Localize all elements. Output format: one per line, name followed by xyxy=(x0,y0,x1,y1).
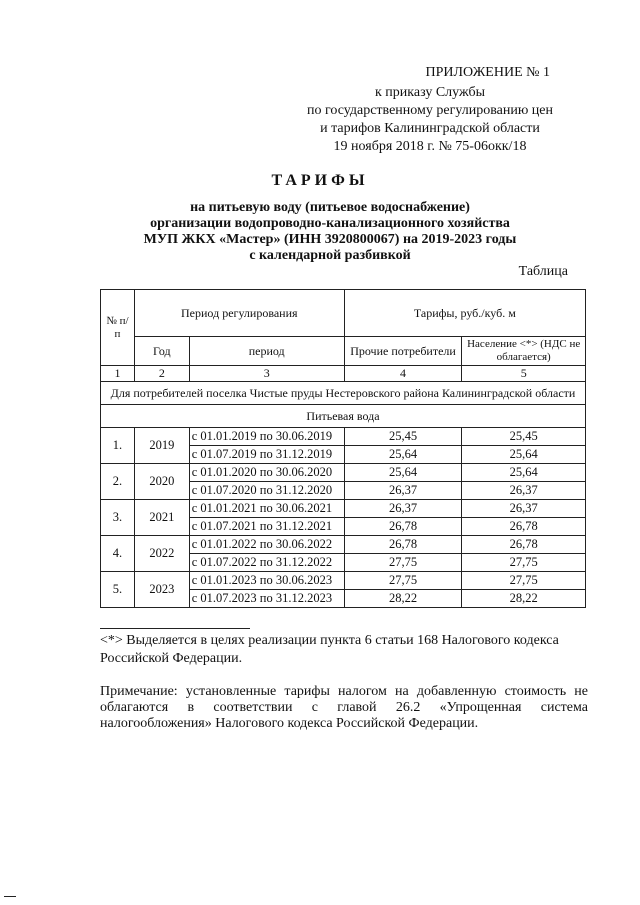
appendix-line: 19 ноября 2018 г. № 75-06окк/18 xyxy=(333,139,527,154)
col-other-header: Прочие потребители xyxy=(344,337,462,366)
column-number: 5 xyxy=(462,366,586,382)
col-period-header: период xyxy=(189,337,344,366)
document-title: ТАРИФЫ xyxy=(271,172,369,189)
tariff-population: 26,37 xyxy=(462,500,586,518)
row-number: 2. xyxy=(101,464,135,500)
appendix-reference xyxy=(300,84,560,156)
row-year: 2019 xyxy=(134,428,189,464)
appendix-line: по государственному регулированию цен xyxy=(307,103,553,118)
subtitle-line: организации водопроводно-канализационного хозяйства xyxy=(150,216,510,231)
table-row xyxy=(101,572,586,590)
tariff-other: 26,37 xyxy=(344,500,462,518)
table-row xyxy=(101,500,586,518)
tariff-population: 26,37 xyxy=(462,482,586,500)
document-subtitle xyxy=(120,200,540,264)
table-row xyxy=(101,536,586,554)
row-number: 3. xyxy=(101,500,135,536)
tariff-population: 26,78 xyxy=(462,536,586,554)
row-period: с 01.07.2021 по 31.12.2021 xyxy=(189,518,344,536)
tariff-other: 26,37 xyxy=(344,482,462,500)
tariff-other: 27,75 xyxy=(344,554,462,572)
tariff-other: 26,78 xyxy=(344,536,462,554)
column-number: 2 xyxy=(134,366,189,382)
tariff-population: 25,45 xyxy=(462,428,586,446)
tariff-population: 27,75 xyxy=(462,554,586,572)
table-row xyxy=(101,428,586,446)
row-number: 4. xyxy=(101,536,135,572)
appendix-number-text: ПРИЛОЖЕНИЕ № 1 xyxy=(425,65,550,80)
tariffs-table xyxy=(100,289,586,608)
tariff-population: 28,22 xyxy=(462,590,586,608)
column-number: 4 xyxy=(344,366,462,382)
table-row xyxy=(101,464,586,482)
row-year: 2022 xyxy=(134,536,189,572)
row-year: 2021 xyxy=(134,500,189,536)
row-period: с 01.01.2021 по 30.06.2021 xyxy=(189,500,344,518)
subheader-row xyxy=(101,337,586,366)
subtitle-line: МУП ЖКХ «Мастер» (ИНН 3920800067) на 2019-2023 годы xyxy=(143,232,517,247)
row-period: с 01.07.2022 по 31.12.2022 xyxy=(189,554,344,572)
row-year: 2020 xyxy=(134,464,189,500)
row-number: 5. xyxy=(101,572,135,608)
col-population-header: Население <*> (НДС не облагается) xyxy=(462,337,586,366)
note: Примечание: установленные тарифы налогом на добавленную стоимость не облагаются в соответствии с главой 26.2 «Упрощенная система налогообложения» Налогового кодекса Российской Федерации. xyxy=(100,684,588,731)
tariff-other: 28,22 xyxy=(344,590,462,608)
tariff-other: 27,75 xyxy=(344,572,462,590)
row-period: с 01.01.2022 по 30.06.2022 xyxy=(189,536,344,554)
subsection-row xyxy=(101,405,586,428)
subsection-label: Питьевая вода xyxy=(101,405,586,428)
tariff-other: 25,45 xyxy=(344,428,462,446)
col-no-header: № п/п xyxy=(101,290,135,366)
header-row xyxy=(101,290,586,337)
row-period: с 01.01.2020 по 30.06.2020 xyxy=(189,464,344,482)
column-number: 3 xyxy=(189,366,344,382)
tariff-other: 25,64 xyxy=(344,464,462,482)
tariff-other: 25,64 xyxy=(344,446,462,464)
tariff-population: 25,64 xyxy=(462,464,586,482)
appendix-number xyxy=(426,64,551,82)
footnote: <*> Выделяется в целях реализации пункта 6 статьи 168 Налогового кодекса Российской Федерации. xyxy=(100,633,559,666)
row-period: с 01.07.2019 по 31.12.2019 xyxy=(189,446,344,464)
appendix-line: к приказу Службы xyxy=(375,85,485,100)
subtitle-line: с календарной разбивкой xyxy=(249,248,411,263)
subtitle-line: на питьевую воду (питьевое водоснабжение) xyxy=(190,200,470,215)
col-year-header: Год xyxy=(134,337,189,366)
column-number: 1 xyxy=(101,366,135,382)
tariffs-group-header: Тарифы, руб./куб. м xyxy=(344,290,585,337)
appendix-line: и тарифов Калининградской области xyxy=(320,121,540,136)
tariff-population: 26,78 xyxy=(462,518,586,536)
row-period: с 01.07.2023 по 31.12.2023 xyxy=(189,590,344,608)
tariff-population: 25,64 xyxy=(462,446,586,464)
row-period: с 01.01.2019 по 30.06.2019 xyxy=(189,428,344,446)
section-label: Для потребителей поселка Чистые пруды Нестеровского района Калининградской области xyxy=(101,382,586,405)
footnote-divider xyxy=(100,628,250,629)
row-year: 2023 xyxy=(134,572,189,608)
tariff-other: 26,78 xyxy=(344,518,462,536)
column-number-row xyxy=(101,366,586,382)
table-caption: Таблица xyxy=(518,264,568,279)
row-period: с 01.07.2020 по 31.12.2020 xyxy=(189,482,344,500)
page-edge-mark xyxy=(4,896,16,897)
row-number: 1. xyxy=(101,428,135,464)
row-period: с 01.01.2023 по 30.06.2023 xyxy=(189,572,344,590)
period-group-header: Период регулирования xyxy=(134,290,344,337)
tariff-population: 27,75 xyxy=(462,572,586,590)
section-row xyxy=(101,382,586,405)
